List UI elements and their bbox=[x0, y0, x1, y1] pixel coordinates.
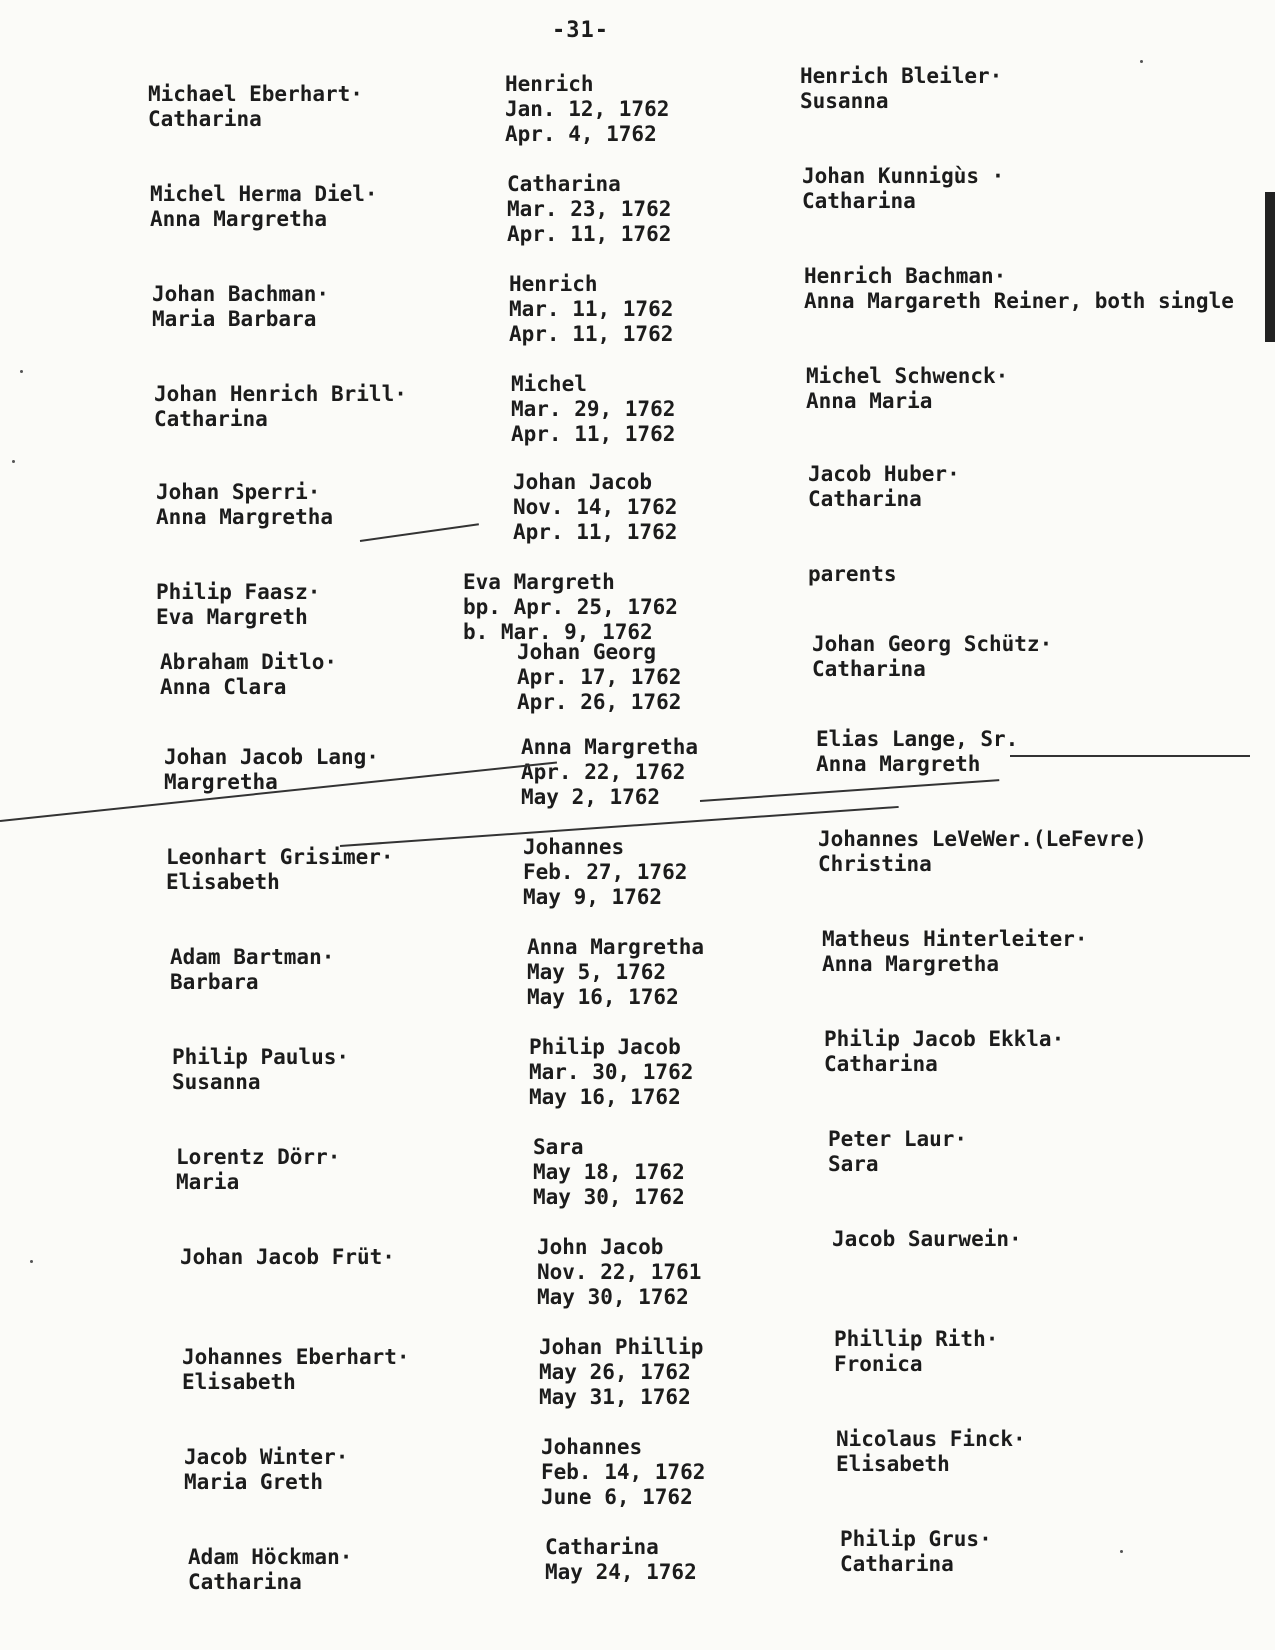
mother-text: Susanna bbox=[172, 1070, 261, 1094]
sponsor-text: Henrich Bleiler· bbox=[800, 64, 1003, 88]
date-text: Apr. 22, 1762 bbox=[521, 760, 686, 784]
sponsors-column bbox=[822, 927, 1088, 977]
date-text: Mar. 11, 1762 bbox=[509, 297, 674, 321]
child-column bbox=[523, 835, 687, 910]
child-text: Johan Phillip bbox=[539, 1335, 704, 1359]
sponsor-text: parents bbox=[808, 562, 897, 586]
father-text: Philip Paulus· bbox=[172, 1045, 350, 1069]
register-entry bbox=[16, 727, 1275, 835]
scan-speck bbox=[1140, 60, 1143, 63]
mother-text: Catharina bbox=[154, 407, 268, 431]
father-text: Philip Faasz· bbox=[156, 580, 321, 604]
father-text: Leonhart Grisimer· bbox=[166, 845, 394, 869]
register-entry bbox=[22, 927, 1275, 1035]
sponsor-text: Michel Schwenck· bbox=[806, 364, 1009, 388]
register-entry bbox=[6, 364, 1275, 472]
date-text: Mar. 29, 1762 bbox=[511, 397, 676, 421]
sponsors-column bbox=[800, 64, 1002, 114]
sponsor-text: Nicolaus Finck· bbox=[836, 1427, 1026, 1451]
parents-column bbox=[188, 1545, 352, 1595]
parents-column bbox=[166, 845, 394, 895]
scan-speck bbox=[30, 1260, 33, 1263]
sponsors-column bbox=[808, 562, 897, 587]
mother-text: Maria bbox=[176, 1170, 240, 1194]
date-text: May 18, 1762 bbox=[533, 1160, 685, 1184]
mother-text: Elisabeth bbox=[166, 870, 280, 894]
parents-column bbox=[184, 1445, 348, 1495]
mother-text: Maria Barbara bbox=[152, 307, 317, 331]
date-text: Apr. 11, 1762 bbox=[511, 422, 676, 446]
father-text: Jacob Winter· bbox=[184, 1445, 349, 1469]
sponsor-text: Anna Margreth bbox=[816, 752, 981, 776]
register-entry bbox=[18, 827, 1275, 935]
mother-text: Anna Margretha bbox=[156, 505, 334, 529]
sponsor-text: Catharina bbox=[812, 657, 926, 681]
father-text: Adam Höckman· bbox=[188, 1545, 353, 1569]
father-text: Johan Jacob Lang· bbox=[164, 745, 379, 769]
child-text: Henrich bbox=[509, 272, 598, 296]
sponsor-text: Fronica bbox=[834, 1352, 923, 1376]
date-text: May 16, 1762 bbox=[527, 985, 679, 1009]
child-column bbox=[539, 1335, 703, 1410]
child-column bbox=[521, 735, 698, 810]
sponsor-text: Catharina bbox=[808, 487, 922, 511]
sponsor-text: Matheus Hinterleiter· bbox=[822, 927, 1088, 951]
sponsor-text: Peter Laur· bbox=[828, 1127, 968, 1151]
father-text: Johan Bachman· bbox=[152, 282, 330, 306]
sponsors-column bbox=[836, 1427, 1026, 1477]
sponsor-text: Jacob Saurwein· bbox=[832, 1227, 1022, 1251]
mother-text: Catharina bbox=[188, 1570, 302, 1594]
child-text: Catharina bbox=[507, 172, 621, 196]
date-text: Apr. 11, 1762 bbox=[509, 322, 674, 346]
page-number: -31- bbox=[552, 18, 609, 43]
sponsor-text: Anna Maria bbox=[806, 389, 933, 413]
sponsor-text: Elias Lange, Sr. bbox=[816, 727, 1019, 751]
scan-speck bbox=[20, 370, 23, 373]
scan-speck bbox=[12, 460, 15, 463]
child-column bbox=[463, 570, 678, 645]
register-entry bbox=[2, 164, 1275, 272]
child-text: Catharina bbox=[545, 1535, 659, 1559]
parents-column bbox=[170, 945, 334, 995]
scan-speck bbox=[1120, 1550, 1123, 1553]
parents-column bbox=[164, 745, 379, 795]
parents-column bbox=[176, 1145, 340, 1195]
mother-text: Catharina bbox=[148, 107, 262, 131]
child-text: Johannes bbox=[541, 1435, 643, 1459]
mother-text: Eva Margreth bbox=[156, 605, 308, 629]
child-column bbox=[507, 172, 671, 247]
sponsors-column bbox=[818, 827, 1147, 877]
sponsor-text: Catharina bbox=[824, 1052, 938, 1076]
sponsors-column bbox=[824, 1027, 1064, 1077]
mother-text: Margretha bbox=[164, 770, 278, 794]
father-text: Johan Jacob Früt· bbox=[180, 1245, 395, 1269]
parents-column bbox=[172, 1045, 349, 1095]
date-text: May 5, 1762 bbox=[527, 960, 667, 984]
date-text: Apr. 4, 1762 bbox=[505, 122, 657, 146]
date-text: Apr. 17, 1762 bbox=[517, 665, 682, 689]
date-text: Feb. 14, 1762 bbox=[541, 1460, 706, 1484]
parents-column bbox=[156, 580, 320, 630]
parents-column bbox=[160, 650, 337, 700]
date-text: Jan. 12, 1762 bbox=[505, 97, 670, 121]
sponsors-column bbox=[840, 1527, 992, 1577]
sponsor-text: Christina bbox=[818, 852, 932, 876]
father-text: Michel Herma Diel· bbox=[150, 182, 378, 206]
register-entry bbox=[32, 1227, 1275, 1335]
child-column bbox=[541, 1435, 705, 1510]
sponsors-column bbox=[832, 1227, 1022, 1252]
date-text: June 6, 1762 bbox=[541, 1485, 693, 1509]
father-text: Johan Sperri· bbox=[156, 480, 321, 504]
child-text: Michel bbox=[511, 372, 587, 396]
parents-column bbox=[150, 182, 378, 232]
sponsors-column bbox=[808, 462, 960, 512]
date-text: bp. Apr. 25, 1762 bbox=[463, 595, 678, 619]
sponsor-text: Johan Georg Schütz· bbox=[812, 632, 1053, 656]
sponsor-text: Catharina bbox=[840, 1552, 954, 1576]
child-column bbox=[511, 372, 675, 447]
child-text: Johan Georg bbox=[517, 640, 657, 664]
father-text: Johannes Eberhart· bbox=[182, 1345, 410, 1369]
child-text: Henrich bbox=[505, 72, 594, 96]
register-entry bbox=[28, 1127, 1275, 1235]
parents-column bbox=[182, 1345, 410, 1395]
sponsors-column bbox=[812, 632, 1052, 682]
sponsor-text: Anna Margretha bbox=[822, 952, 1000, 976]
register-entry bbox=[4, 264, 1275, 372]
sponsors-column bbox=[806, 364, 1008, 414]
register-entry bbox=[36, 1427, 1275, 1535]
sponsor-text: Catharina bbox=[802, 189, 916, 213]
mother-text: Elisabeth bbox=[182, 1370, 296, 1394]
date-text: Nov. 22, 1761 bbox=[537, 1260, 702, 1284]
mother-text: Anna Clara bbox=[160, 675, 287, 699]
date-text: Mar. 30, 1762 bbox=[529, 1060, 694, 1084]
sponsor-text: Sara bbox=[828, 1152, 879, 1176]
parents-column bbox=[180, 1245, 395, 1270]
child-column bbox=[505, 72, 669, 147]
date-text: Apr. 11, 1762 bbox=[507, 222, 672, 246]
parents-column bbox=[154, 382, 407, 432]
mother-text: Barbara bbox=[170, 970, 259, 994]
child-column bbox=[545, 1535, 697, 1585]
sponsor-text: Phillip Rith· bbox=[834, 1327, 999, 1351]
date-text: May 16, 1762 bbox=[529, 1085, 681, 1109]
child-column bbox=[527, 935, 704, 1010]
child-column bbox=[509, 272, 673, 347]
date-text: May 30, 1762 bbox=[533, 1185, 685, 1209]
child-text: Johannes bbox=[523, 835, 625, 859]
date-text: May 9, 1762 bbox=[523, 885, 663, 909]
date-text: May 24, 1762 bbox=[545, 1560, 697, 1584]
child-column bbox=[533, 1135, 685, 1210]
date-text: b. Mar. 9, 1762 bbox=[463, 620, 653, 644]
stray-pen-stroke bbox=[1010, 755, 1250, 757]
sponsor-text: Elisabeth bbox=[836, 1452, 950, 1476]
date-text: Feb. 27, 1762 bbox=[523, 860, 688, 884]
father-text: Lorentz Dörr· bbox=[176, 1145, 341, 1169]
date-text: Apr. 11, 1762 bbox=[513, 520, 678, 544]
register-entry bbox=[34, 1327, 1275, 1435]
father-text: Abraham Ditlo· bbox=[160, 650, 338, 674]
date-text: Mar. 23, 1762 bbox=[507, 197, 672, 221]
register-entry bbox=[0, 64, 1275, 172]
parents-column bbox=[152, 282, 329, 332]
sponsor-text: Anna Margareth Reiner, both single bbox=[804, 289, 1234, 313]
register-entry bbox=[8, 462, 1275, 570]
child-text: Philip Jacob bbox=[529, 1035, 681, 1059]
sponsors-column bbox=[834, 1327, 998, 1377]
register-entry bbox=[40, 1527, 1275, 1635]
sponsor-text: Johannes LeVeWer.(LeFevre) bbox=[818, 827, 1147, 851]
date-text: May 2, 1762 bbox=[521, 785, 661, 809]
child-text: John Jacob bbox=[537, 1235, 664, 1259]
parents-column bbox=[156, 480, 333, 530]
child-column bbox=[517, 640, 681, 715]
child-text: Eva Margreth bbox=[463, 570, 615, 594]
mother-text: Maria Greth bbox=[184, 1470, 324, 1494]
date-text: May 26, 1762 bbox=[539, 1360, 691, 1384]
sponsor-text: Jacob Huber· bbox=[808, 462, 960, 486]
father-text: Adam Bartman· bbox=[170, 945, 335, 969]
sponsor-text: Philip Grus· bbox=[840, 1527, 992, 1551]
child-column bbox=[513, 470, 677, 545]
child-column bbox=[537, 1235, 701, 1310]
child-text: Sara bbox=[533, 1135, 584, 1159]
child-column bbox=[529, 1035, 693, 1110]
sponsor-text: Susanna bbox=[800, 89, 889, 113]
date-text: May 30, 1762 bbox=[537, 1285, 689, 1309]
register-entry bbox=[24, 1027, 1275, 1135]
mother-text: Anna Margretha bbox=[150, 207, 328, 231]
father-text: Johan Henrich Brill· bbox=[154, 382, 407, 406]
date-text: Apr. 26, 1762 bbox=[517, 690, 682, 714]
date-text: May 31, 1762 bbox=[539, 1385, 691, 1409]
sponsors-column bbox=[804, 264, 1234, 314]
child-text: Anna Margretha bbox=[527, 935, 705, 959]
child-text: Anna Margretha bbox=[521, 735, 699, 759]
sponsor-text: Johan Kunnigùs · bbox=[802, 164, 1005, 188]
date-text: Nov. 14, 1762 bbox=[513, 495, 678, 519]
sponsors-column bbox=[816, 727, 1018, 777]
sponsor-text: Philip Jacob Ekkla· bbox=[824, 1027, 1065, 1051]
parents-column bbox=[148, 82, 363, 132]
sponsors-column bbox=[802, 164, 1004, 214]
sponsor-text: Henrich Bachman· bbox=[804, 264, 1007, 288]
child-text: Johan Jacob bbox=[513, 470, 653, 494]
father-text: Michael Eberhart· bbox=[148, 82, 363, 106]
sponsors-column bbox=[828, 1127, 967, 1177]
